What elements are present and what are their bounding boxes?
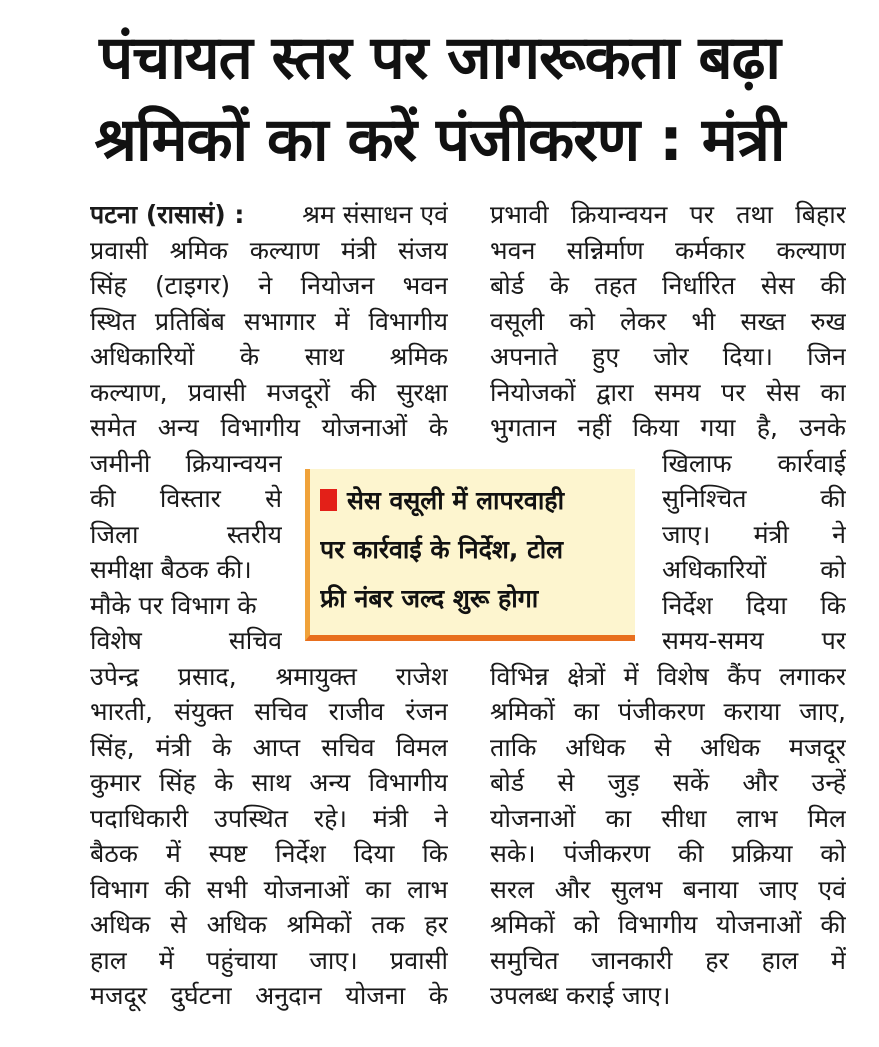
- pull-quote-box: [305, 469, 635, 641]
- article-line-right: जाए। मंत्री ने: [662, 519, 846, 549]
- article-line-right: ताकि अधिक से अधिक मजदूर: [490, 732, 846, 762]
- article-line-left: उपेन्द्र प्रसाद, श्रमायुक्त राजेश: [90, 661, 448, 691]
- article-line-left: स्थित प्रतिबिंब सभागार में विभागीय: [90, 306, 448, 336]
- article-line-left: जमीनी क्रियान्वयन: [90, 448, 282, 478]
- article-line-left: भारती, संयुक्त सचिव राजीव रंजन: [90, 697, 448, 726]
- pull-quote-line: पर कार्रवाई के निर्देश, टोल: [320, 535, 564, 564]
- article-line-left: [90, 197, 448, 232]
- article-line-left: मजदूर दुर्घटना अनुदान योजना के: [90, 981, 448, 1010]
- article-line-right: श्रमिकों को विभागीय योजनाओं की: [490, 910, 846, 939]
- article-line-left: बैठक में स्पष्ट निर्देश दिया कि: [90, 839, 448, 868]
- article-line-left: अधिक से अधिक श्रमिकों तक हर: [90, 910, 448, 939]
- article-line-left: कुमार सिंह के साथ अन्य विभागीय: [90, 768, 448, 797]
- article-line-right: वसूली को लेकर भी सख्त रुख: [490, 306, 846, 336]
- article-line-right: श्रमिकों का पंजीकरण कराया जाए,: [490, 697, 846, 726]
- article-line-right: निर्देश दिया कि: [662, 590, 846, 620]
- article-line-left: पदाधिकारी उपस्थित रहे। मंत्री ने: [90, 803, 448, 833]
- article-line-right: सके। पंजीकरण की प्रक्रिया को: [490, 839, 846, 868]
- article-line-left: सिंह (टाइगर) ने नियोजन भवन: [90, 271, 448, 300]
- article-line-right: खिलाफ कार्रवाई: [662, 448, 846, 478]
- article-line-right: उपलब्ध कराई जाए।: [490, 981, 671, 1010]
- article-line-left: समीक्षा बैठक की।: [90, 555, 252, 584]
- article-line-left: विशेष सचिव: [90, 626, 282, 655]
- article-line-left: प्रवासी श्रमिक कल्याण मंत्री संजय: [90, 235, 448, 265]
- article-line-left: अधिकारियों के साथ श्रमिक: [90, 342, 448, 371]
- pull-quote-line: [320, 483, 630, 519]
- article-line-right: समय-समय पर: [662, 626, 846, 655]
- article-line-left: कल्याण, प्रवासी मजदूरों की सुरक्षा: [90, 377, 448, 407]
- headline-line-1: पंचायत स्तर पर जागरूकता बढ़ा: [99, 23, 780, 93]
- article-line-right: योजनाओं का सीधा लाभ मिल: [490, 803, 846, 833]
- article-line-right: बोर्ड से जुड़ सकें और उन्हें: [490, 768, 846, 797]
- article-line-right: सरल और सुलभ बनाया जाए एवं: [490, 874, 846, 904]
- article-line-right: समुचित जानकारी हर हाल में: [490, 945, 846, 975]
- article-line-right: भुगतान नहीं किया गया है, उनके: [490, 413, 846, 442]
- article-text: श्रम संसाधन एवं: [302, 200, 448, 229]
- article-line-left: सिंह, मंत्री के आप्त सचिव विमल: [90, 732, 448, 762]
- article-line-left: हाल में पहुंचाया जाए। प्रवासी: [90, 945, 448, 975]
- article-line-left: की विस्तार से: [90, 484, 282, 513]
- article-line-right: अधिकारियों को: [662, 555, 846, 584]
- article-line-right: अपनाते हुए जोर दिया। जिन: [490, 342, 846, 371]
- article-line-right: सुनिश्चित की: [662, 484, 846, 513]
- article-line-left: मौके पर विभाग के: [90, 590, 257, 620]
- article-line-left: विभाग की सभी योजनाओं का लाभ: [90, 874, 448, 904]
- article-line-right: प्रभावी क्रियान्वयन पर तथा बिहार: [490, 200, 846, 229]
- article-line-right: भवन सन्निर्माण कर्मकार कल्याण: [490, 235, 846, 265]
- dateline: पटना (रासासं) :: [90, 200, 245, 229]
- pull-quote-text: सेस वसूली में लापरवाही: [347, 486, 565, 515]
- article-line-right: नियोजकों द्वारा समय पर सेस का: [490, 377, 846, 407]
- article-line-right: बोर्ड के तहत निर्धारित सेस की: [490, 271, 846, 300]
- red-square-icon: [320, 489, 337, 511]
- article-line-left: समेत अन्य विभागीय योजनाओं के: [90, 413, 448, 442]
- pull-quote-line: फ्री नंबर जल्द शुरू होगा: [320, 584, 539, 613]
- article-line-right: विभिन्न क्षेत्रों में विशेष कैंप लगाकर: [490, 661, 846, 691]
- article-line-left: जिला स्तरीय: [90, 519, 282, 549]
- headline-line-2: श्रमिकों का करें पंजीकरण : मंत्री: [94, 105, 785, 175]
